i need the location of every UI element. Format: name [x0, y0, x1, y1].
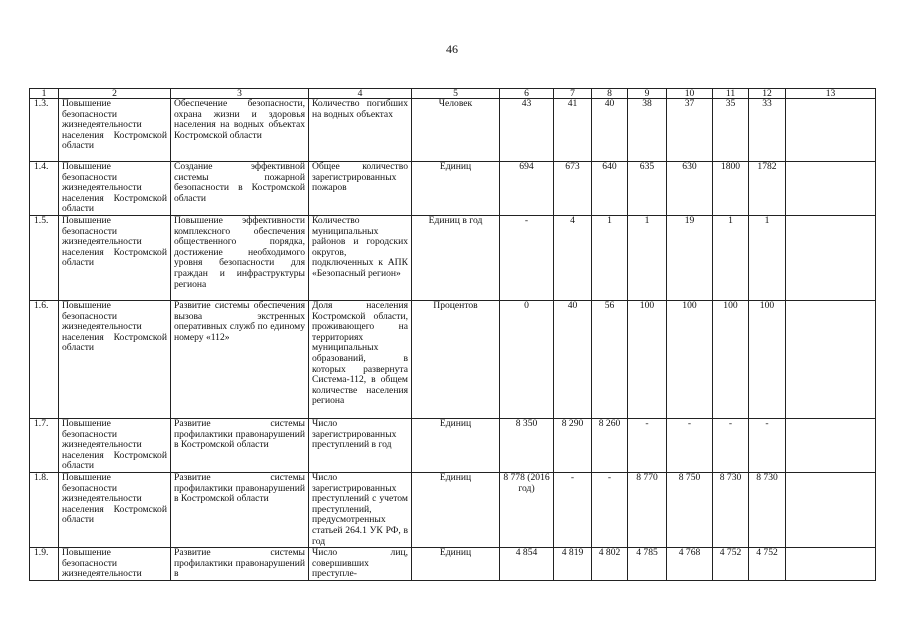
indicator-cell: Число зарегистрированных преступлений в год [309, 418, 412, 472]
value-col9: 4 785 [628, 548, 667, 581]
value-col10: 630 [667, 162, 713, 216]
value-col13 [786, 162, 876, 216]
value-col11: - [713, 418, 749, 472]
value-col12: 100 [749, 300, 786, 418]
column-header: 3 [171, 89, 309, 99]
task-cell: Развитие системы профилактики правонарушений в Костромской области [171, 472, 309, 547]
row-number: 1.4. [30, 162, 59, 216]
row-number: 1.7. [30, 418, 59, 472]
goal-cell: Повышение безопасности жизнедеятельности населения Костромской области [59, 99, 171, 162]
value-col11: 8 730 [713, 472, 749, 547]
value-col7: 8 290 [554, 418, 592, 472]
value-col6: 8 778 (2016 год) [500, 472, 554, 547]
value-col12: 1 [749, 215, 786, 300]
unit-cell: Единиц [412, 472, 500, 547]
value-col11: 100 [713, 300, 749, 418]
value-col12: 8 730 [749, 472, 786, 547]
row-number: 1.3. [30, 99, 59, 162]
value-col10: 19 [667, 215, 713, 300]
value-col9: 100 [628, 300, 667, 418]
value-col13 [786, 472, 876, 547]
value-col11: 4 752 [713, 548, 749, 581]
task-cell: Создание эффективной системы пожарной безопасности в Костромской области [171, 162, 309, 216]
column-header: 11 [713, 89, 749, 99]
unit-cell: Процентов [412, 300, 500, 418]
task-cell: Развитие системы обеспечения вызова экстренных оперативных служб по единому номеру «112» [171, 300, 309, 418]
value-col6: 0 [500, 300, 554, 418]
value-col10: - [667, 418, 713, 472]
indicators-table [29, 88, 876, 581]
value-col7: 41 [554, 99, 592, 162]
goal-cell: Повышение безопасности жизнедеятельности населения Костромской области [59, 472, 171, 547]
table-row [30, 548, 876, 581]
indicator-cell: Общее количество зарегистрированных пожаров [309, 162, 412, 216]
column-header: 5 [412, 89, 500, 99]
column-header: 12 [749, 89, 786, 99]
row-number: 1.5. [30, 215, 59, 300]
task-cell: Развитие системы профилактики правонарушений в Костромской области [171, 418, 309, 472]
unit-cell: Единиц [412, 548, 500, 581]
row-number: 1.6. [30, 300, 59, 418]
table-header-row [30, 89, 876, 99]
row-number: 1.9. [30, 548, 59, 581]
value-col8: 40 [592, 99, 628, 162]
unit-cell: Человек [412, 99, 500, 162]
value-col12: 33 [749, 99, 786, 162]
value-col13 [786, 300, 876, 418]
value-col10: 8 750 [667, 472, 713, 547]
data-table-container [29, 88, 875, 580]
page-number: 46 [446, 42, 458, 56]
value-col10: 100 [667, 300, 713, 418]
value-col8: 640 [592, 162, 628, 216]
value-col9: 635 [628, 162, 667, 216]
task-cell: Повышение эффективности комплексного обеспечения общественного порядка, достижение необходимого уровня безопасности для граждан и инфраструктуры региона [171, 215, 309, 300]
row-number: 1.8. [30, 472, 59, 547]
value-col8: 4 802 [592, 548, 628, 581]
value-col11: 1 [713, 215, 749, 300]
task-cell: Развитие системы профилактики правонарушений в [171, 548, 309, 581]
value-col11: 35 [713, 99, 749, 162]
value-col11: 1800 [713, 162, 749, 216]
goal-cell: Повышение безопасности жизнедеятельности населения Костромской области [59, 300, 171, 418]
goal-cell: Повышение безопасности жизнедеятельности населения Костромской области [59, 215, 171, 300]
column-header: 8 [592, 89, 628, 99]
column-header: 13 [786, 89, 876, 99]
value-col13 [786, 548, 876, 581]
value-col9: 38 [628, 99, 667, 162]
value-col6: 4 854 [500, 548, 554, 581]
goal-cell: Повышение безопасности жизнедеятельности [59, 548, 171, 581]
column-header: 2 [59, 89, 171, 99]
indicator-cell: Количество муниципальных районов и городских округов, подключенных к АПК «Безопасный регион» [309, 215, 412, 300]
unit-cell: Единиц в год [412, 215, 500, 300]
value-col6: 694 [500, 162, 554, 216]
value-col13 [786, 418, 876, 472]
value-col7: 4 819 [554, 548, 592, 581]
indicator-cell: Доля населения Костромской области, проживающего на территориях муниципальных образований, в которых развернута Система-112, в общем количестве населения региона [309, 300, 412, 418]
column-header: 10 [667, 89, 713, 99]
task-cell: Обеспечение безопасности, охрана жизни и здоровья населения на водных объектах Костромской области [171, 99, 309, 162]
value-col7: 673 [554, 162, 592, 216]
indicator-cell: Количество погибших на водных объектах [309, 99, 412, 162]
unit-cell: Единиц [412, 162, 500, 216]
value-col12: 1782 [749, 162, 786, 216]
value-col6: - [500, 215, 554, 300]
value-col12: - [749, 418, 786, 472]
table-row [30, 99, 876, 162]
value-col9: - [628, 418, 667, 472]
value-col12: 4 752 [749, 548, 786, 581]
goal-cell: Повышение безопасности жизнедеятельности населения Костромской области [59, 162, 171, 216]
value-col7: 40 [554, 300, 592, 418]
table-row [30, 162, 876, 216]
table-row [30, 215, 876, 300]
column-header: 9 [628, 89, 667, 99]
column-header: 4 [309, 89, 412, 99]
column-header: 1 [30, 89, 59, 99]
indicator-cell: Число зарегистрированных преступлений с учетом преступлений, предусмотренных статьей 264.1 УК РФ, в год [309, 472, 412, 547]
value-col8: 56 [592, 300, 628, 418]
value-col6: 43 [500, 99, 554, 162]
value-col9: 8 770 [628, 472, 667, 547]
value-col8: 8 260 [592, 418, 628, 472]
value-col10: 4 768 [667, 548, 713, 581]
column-header: 6 [500, 89, 554, 99]
table-row [30, 300, 876, 418]
value-col6: 8 350 [500, 418, 554, 472]
table-row [30, 472, 876, 547]
column-header: 7 [554, 89, 592, 99]
unit-cell: Единиц [412, 418, 500, 472]
value-col9: 1 [628, 215, 667, 300]
value-col8: 1 [592, 215, 628, 300]
value-col7: - [554, 472, 592, 547]
value-col13 [786, 215, 876, 300]
indicator-cell: Число лиц, совершивших преступле- [309, 548, 412, 581]
value-col7: 4 [554, 215, 592, 300]
table-row [30, 418, 876, 472]
goal-cell: Повышение безопасности жизнедеятельности населения Костромской области [59, 418, 171, 472]
value-col13 [786, 99, 876, 162]
value-col8: - [592, 472, 628, 547]
value-col10: 37 [667, 99, 713, 162]
